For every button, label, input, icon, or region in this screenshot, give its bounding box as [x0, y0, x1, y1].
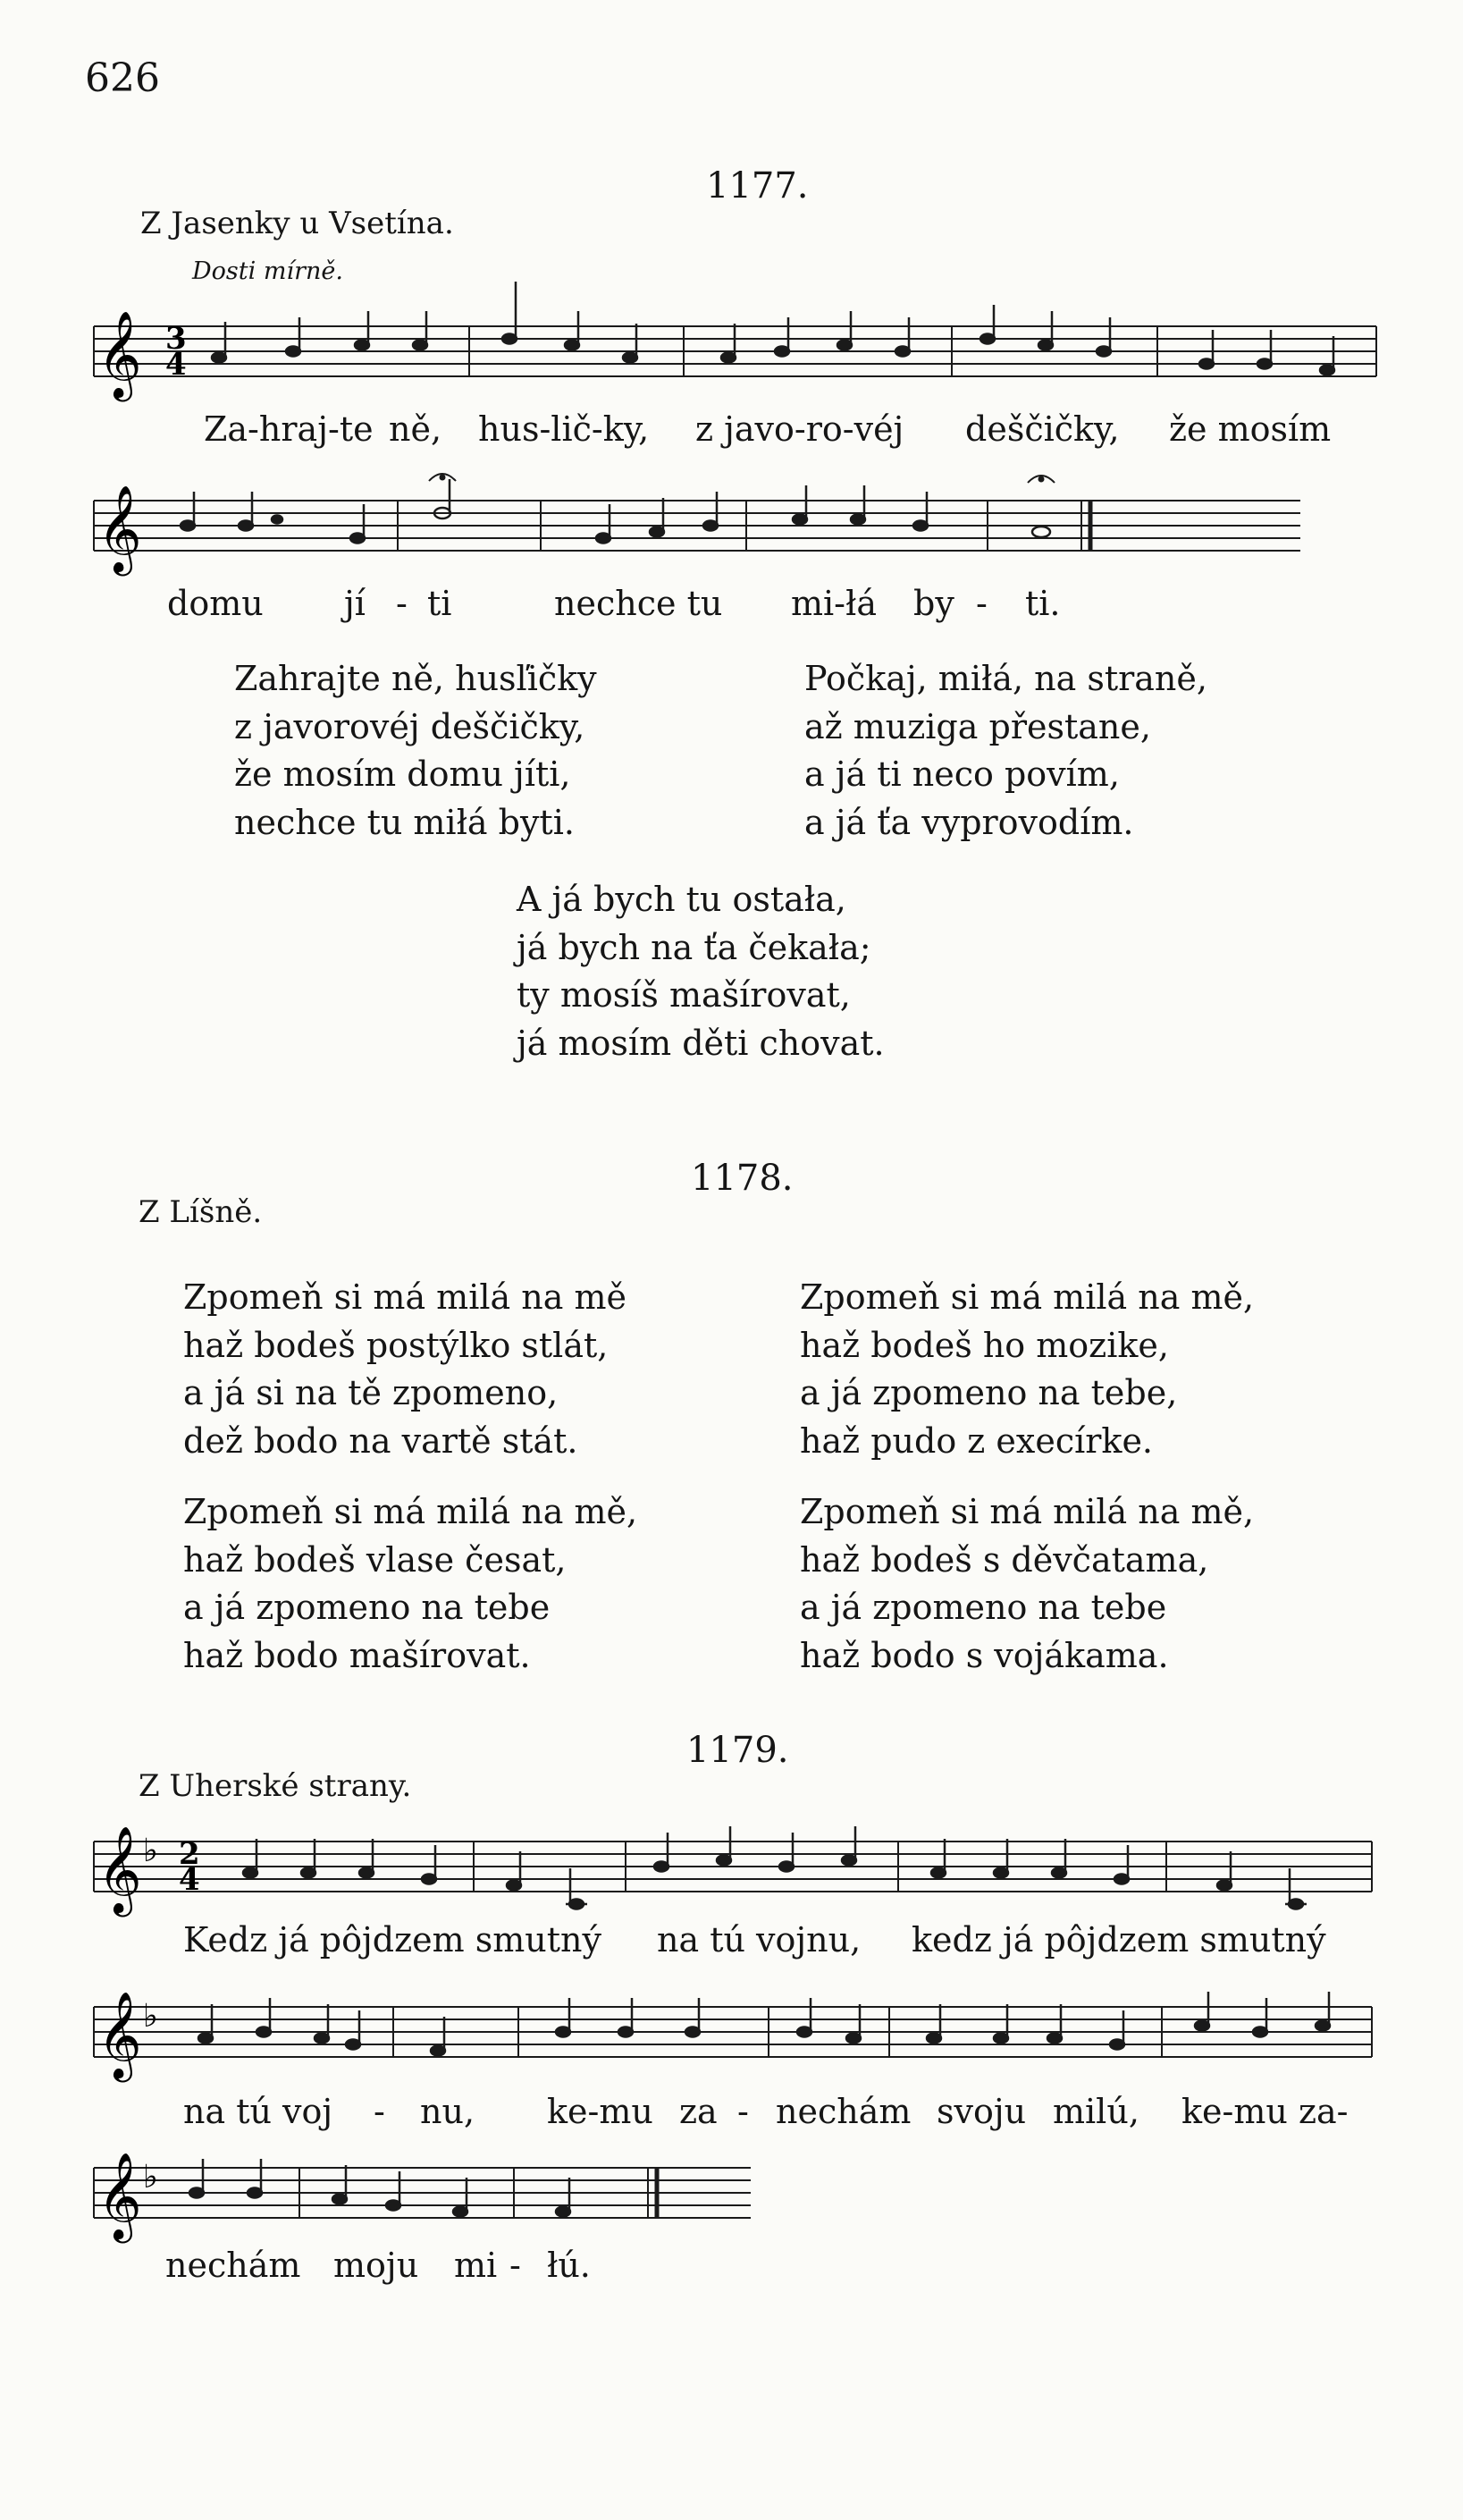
notes-1179-line1: [243, 1826, 1307, 1909]
song-number-1179: 1179.: [686, 1730, 789, 1771]
time-sig-bottom: 4: [179, 1862, 200, 1898]
stanza-1178-2: Zpomeň si má milá na mě, haž bodeš ho mozike, a já zpomeno na tebe, haž pudo z execírke.: [800, 1277, 1255, 1461]
stanza-1178-3: Zpomeň si má milá na mě, haž bodeš vlase česat, a já zpomeno na tebe haž bodo mašírovat.: [183, 1492, 638, 1675]
treble-clef-icon: 𝄞: [97, 1991, 142, 2078]
staff-1179-line3: [85, 2123, 800, 2257]
song-origin-1178: Z Líšně.: [139, 1194, 263, 1230]
song-number-1177: 1177.: [706, 165, 809, 206]
notes-1177-line1: [212, 282, 1334, 375]
treble-clef-icon: 𝄞: [97, 485, 142, 572]
stanza-1177-3: A já bych tu ostała, já bych na ťa čekała; ty mosíš mašírovat, já mosím děti chovat.: [517, 880, 885, 1063]
staff-1179-line2: [85, 1962, 1390, 2096]
song-origin-1179: Z Uherské strany.: [139, 1768, 412, 1804]
staff-1177-line1: [85, 282, 1390, 416]
treble-clef-icon: 𝄞: [97, 310, 142, 398]
treble-clef-icon: 𝄞: [97, 1825, 142, 1913]
stanza-1177-1: Zahrajte ně, husľičky z javorovéj deščičky, že mosím domu jíti, nechce tu miłá byti.: [234, 659, 597, 842]
flat-key-signature: ♭: [143, 1998, 158, 2035]
notes-1177-line2: [181, 479, 1050, 544]
song-number-1178: 1178.: [691, 1158, 794, 1199]
time-sig-top: 3: [165, 321, 187, 357]
stanza-1178-1: Zpomeň si má milá na mě haž bodeš postýlko stlát, a já si na tě zpomeno, dež bodo na vartě stát.: [183, 1277, 626, 1461]
tempo-marking: Dosti mírně.: [192, 257, 343, 285]
flat-key-signature: ♭: [143, 2159, 158, 2196]
page-number: 626: [85, 55, 160, 101]
staff-1179-line1: [85, 1797, 1390, 1931]
time-sig-bottom: 4: [165, 347, 187, 383]
song-origin-1177: Z Jasenky u Vsetína.: [140, 206, 454, 241]
stanza-1177-2: Počkaj, miłá, na straně, až muziga přestane, a já ti neco povím, a já ťa vyprovodím.: [804, 659, 1207, 842]
notes-1179-line2: [198, 1992, 1330, 2056]
time-sig-top: 2: [179, 1836, 200, 1872]
staff-1177-line2: [85, 456, 1390, 590]
stanza-1178-4: Zpomeň si má milá na mě, haž bodeš s děvčatama, a já zpomeno na tebe haž bodo s vojákama.: [800, 1492, 1255, 1675]
flat-key-signature: ♭: [143, 1833, 158, 1869]
treble-clef-icon: 𝄞: [97, 2152, 142, 2239]
